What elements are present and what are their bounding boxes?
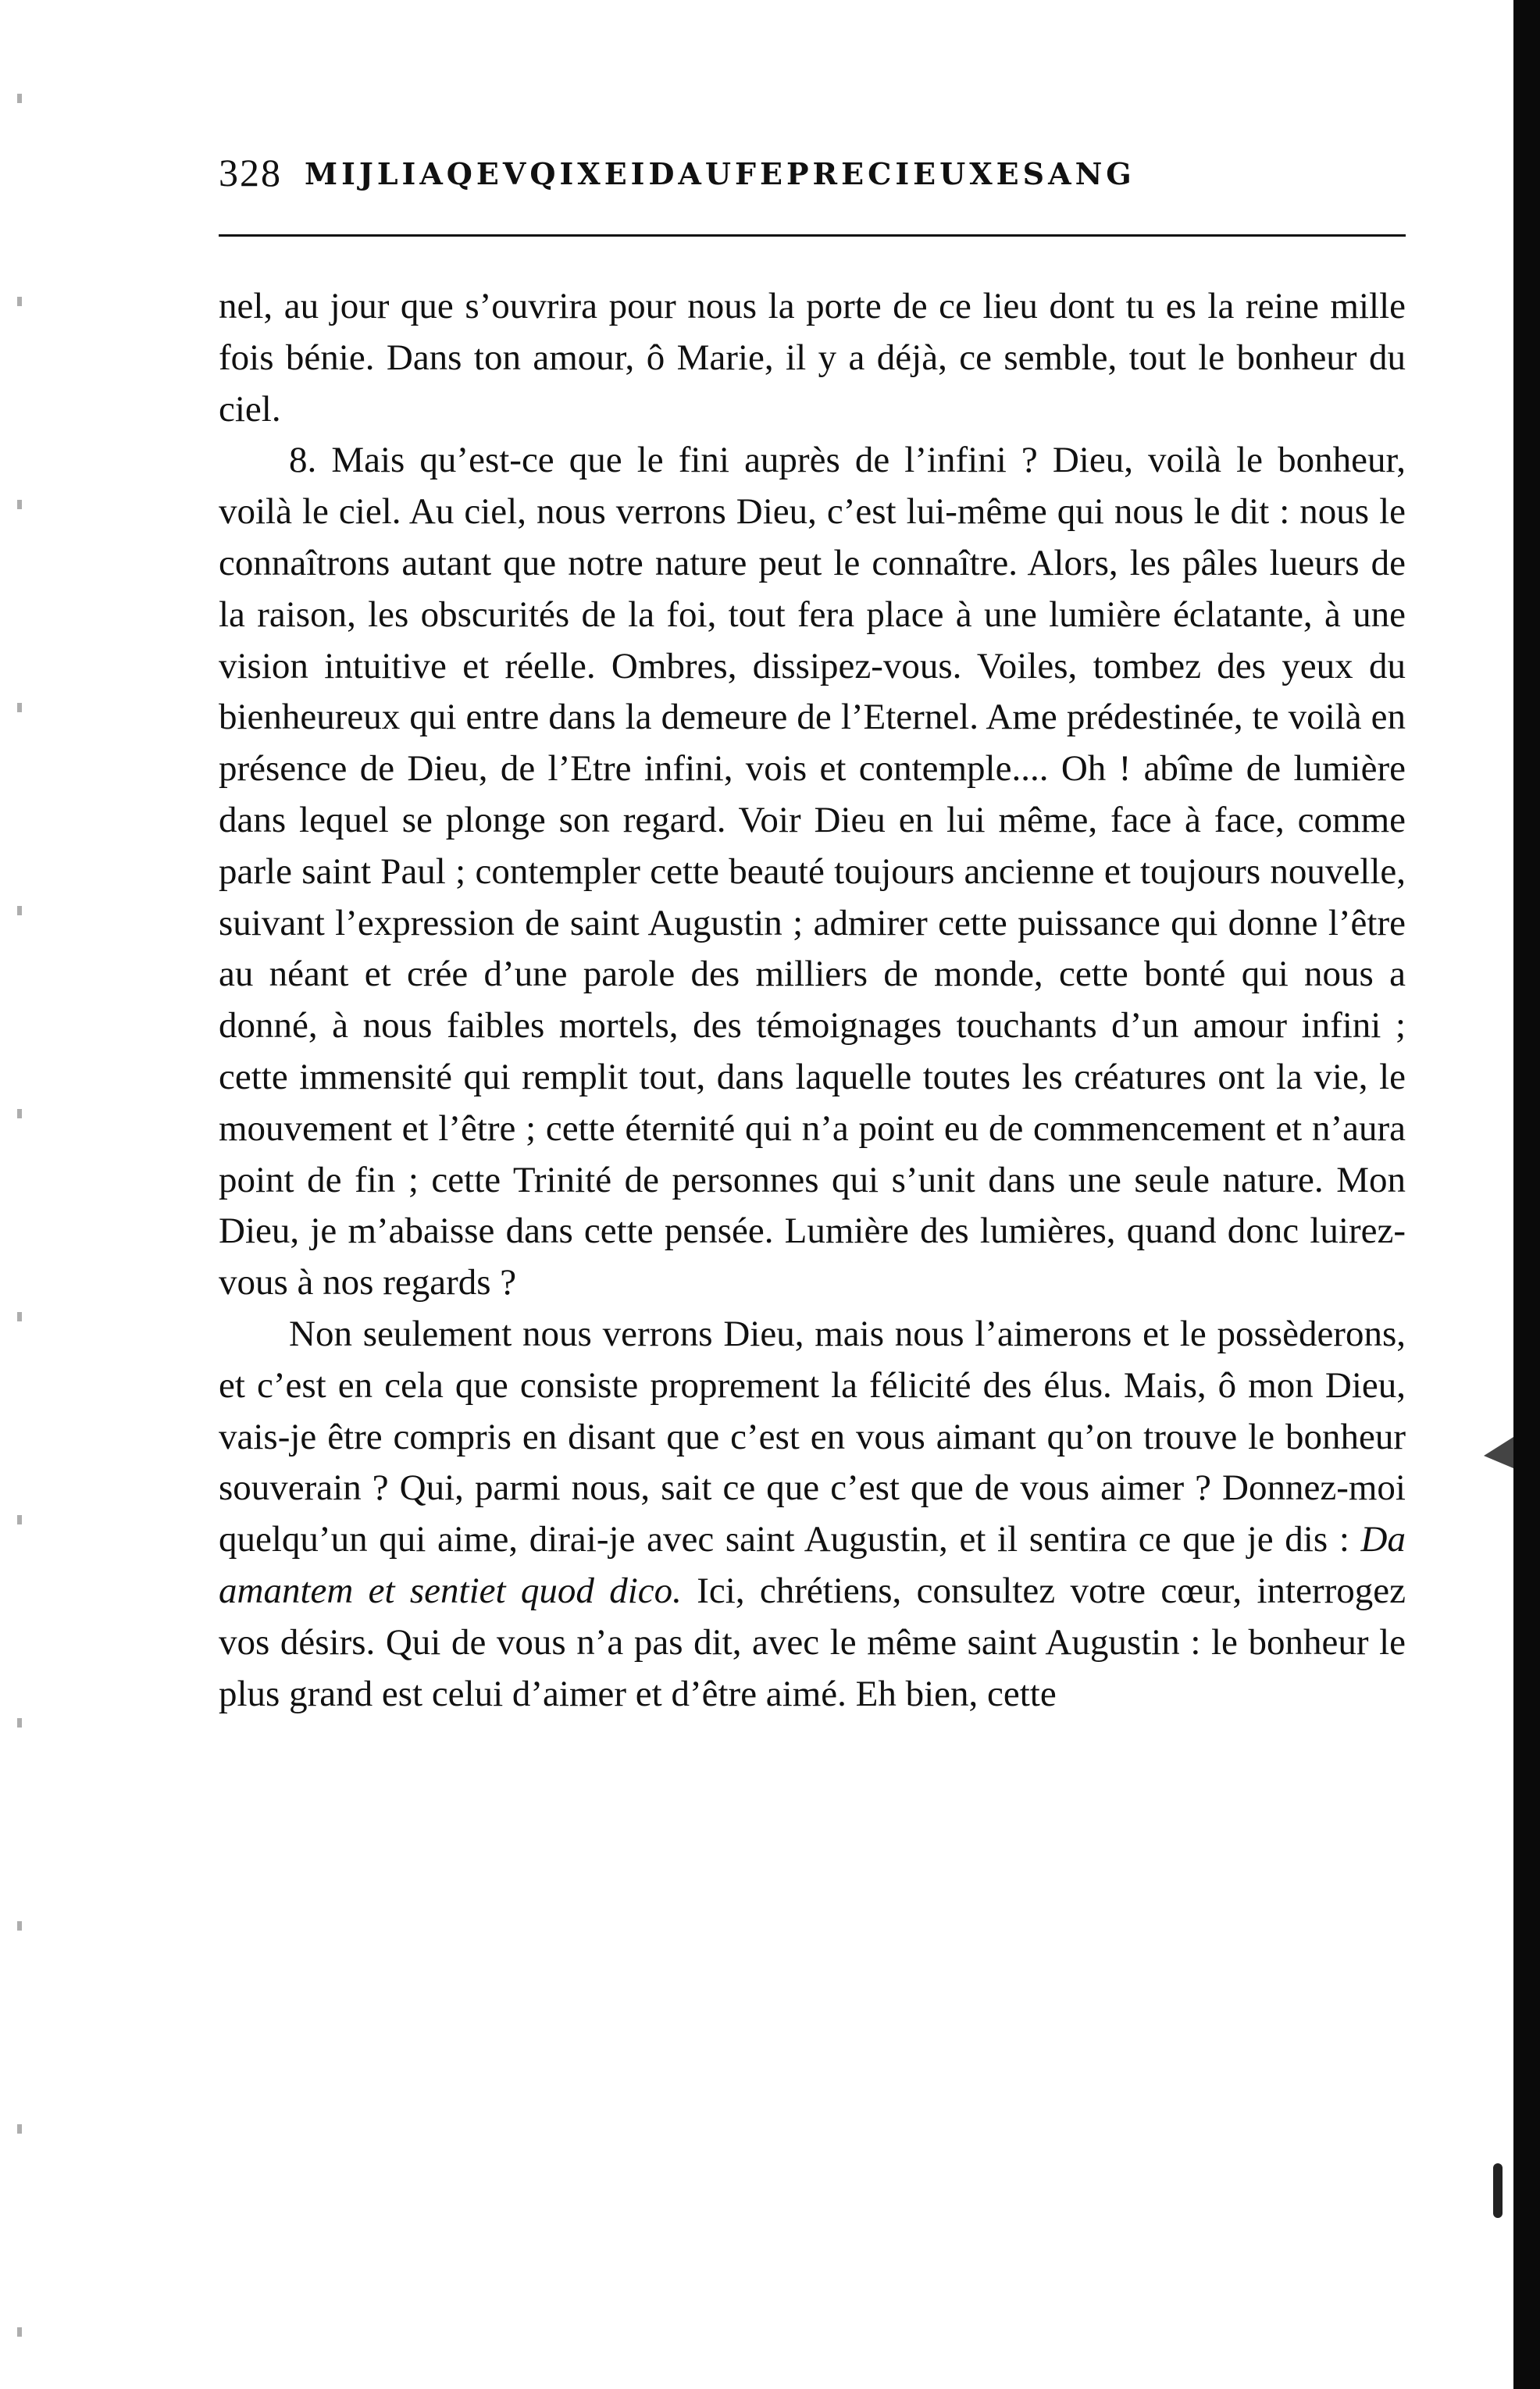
paragraph-3 [219,1309,1406,1720]
running-title: MIJLIAQEVQIXEIDAUFEPRECIEUXESANG [305,156,1135,191]
page-number: 328 [219,151,282,194]
scan-edge-mark [1484,1437,1513,1468]
paragraph-2: 8. Mais qu’est-ce que le fini auprès de l’infini ? Dieu, voilà le bonheur, voilà le ciel. Au ciel, nous verrons Dieu, c’est lui-même qui nous le dit : nous le connaîtrons autant que notre nature peut le connaître. Alors, les pâles lueurs de la raison, les obscurités de la foi, tout fera place à une lumière éclatante, à une vision intuitive et réelle. Ombres, dissipez-vous. Voiles, tombez des yeux du bienheureux qui entre dans la demeure de l’Eternel. Ame prédestinée, te voilà en présence de Dieu, de l’Etre infini, vois et contemple.... Oh ! abîme de lumière dans lequel se plonge son regard. Voir Dieu en lui même, face à face, comme parle saint Paul ; contempler cette beauté toujours ancienne et toujours nouvelle, suivant l’expression de saint Augustin ; admirer cette puissance qui donne l’être au néant et crée d’une parole des milliers de monde, cette bonté qui nous a donné, à nous faibles mortels, des témoignages touchants d’un amour infini ; cette immensité qui remplit tout, dans laquelle toutes les créatures ont la vie, le mouvement et l’être ; cette éternité qui n’a point eu de commencement et n’aura point de fin ; cette Trinité de personnes qui s’unit dans une seule nature. Mon Dieu, je m’abaisse dans cette pensée. Lumière des lumières, quand donc luirez-vous à nos regards ? [219,440,1406,1303]
header-rule [219,234,1406,237]
paragraph-3-continuation: Ici, chrétiens, consultez votre cœur, interrogez vos désirs. Qui de vous n’a pas dit, avec le même saint Augustin : le bonheur le plus grand est celui d’aimer et d’être aimé. Eh bien, cette [219,1570,1406,1714]
scan-edge-specks [17,0,22,2389]
scan-edge-mark-lower [1493,2163,1503,2218]
latin-quote: Da amantem et sentiet quod dico. [219,1519,1406,1611]
page-header [219,150,1406,205]
scan-edge-bar [1513,0,1540,2389]
paragraph-1: nel, au jour que s’ouvrira pour nous la porte de ce lieu dont tu es la reine mille fois bénie. Dans ton amour, ô Marie, il y a déjà, ce semble, tout le bonheur du ciel. [219,286,1406,430]
paragraph-3-text: Non seulement nous verrons Dieu, mais nous l’aimerons et le possèderons, et c’est en cela que consiste proprement la félicité des élus. Mais, ô mon Dieu, vais-je être compris en disant que c’est en vous aimant qu’on trouve le bonheur souverain ? Qui, parmi nous, sait ce que c’est que de vous aimer ? Donnez-moi quelqu’un qui aime, dirai-je avec saint Augustin, et il sentira ce que je dis : [219,1313,1406,1560]
body-text [219,281,1406,1720]
